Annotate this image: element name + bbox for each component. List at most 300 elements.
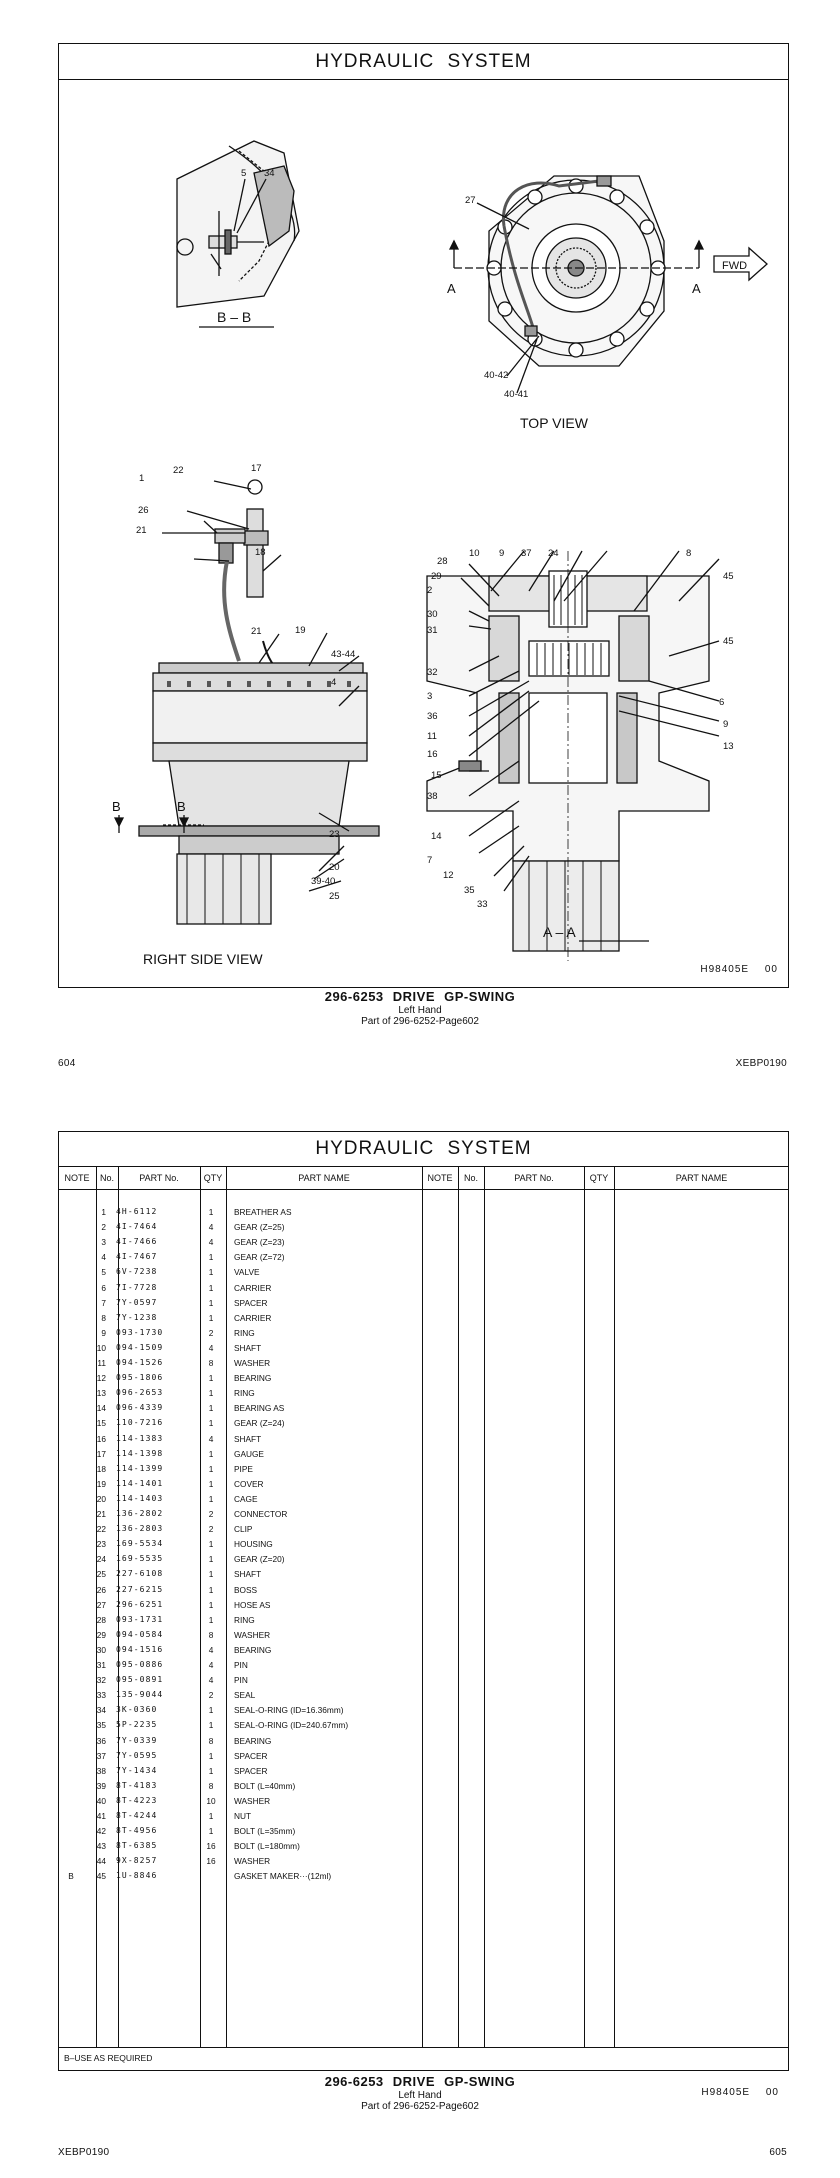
table-row — [58, 1643, 789, 1658]
row-item-number: 26 — [96, 1584, 106, 1595]
row-part-name: CONNECTOR — [234, 1509, 288, 1519]
table-row — [58, 1447, 789, 1462]
section-aa-view — [427, 551, 719, 961]
row-part-name: SHAFT — [234, 1342, 262, 1353]
callout: 40-42 — [484, 370, 509, 381]
row-part-name: GASKET MAKER···(12ml) — [234, 1871, 332, 1882]
callout: 22 — [173, 465, 184, 476]
callout: 25 — [329, 891, 340, 902]
row-quantity: 1 — [208, 1388, 214, 1399]
row-note: B — [68, 1871, 74, 1882]
row-item-number: 11 — [97, 1358, 106, 1368]
row-part-number: 094-1509 — [116, 1342, 164, 1352]
row-part-name: PIN — [234, 1675, 248, 1686]
row-part-number: 8T-4956 — [116, 1826, 158, 1836]
page-number-bottom: 605 — [769, 2147, 787, 2158]
col-header-part-no-right: PART No. — [514, 1173, 554, 1183]
table-row — [58, 1522, 789, 1537]
table-row — [58, 1749, 789, 1764]
table-row — [58, 1477, 789, 1492]
right-side-view — [115, 480, 379, 924]
row-quantity: 1 — [208, 1826, 214, 1837]
callout: 45 — [723, 571, 734, 582]
caption-reference: Part of 296-6252-Page602 — [361, 1016, 479, 1028]
row-quantity: 1 — [208, 1705, 214, 1716]
row-part-name: GEAR (Z=23) — [234, 1237, 285, 1248]
row-part-name: WASHER — [234, 1856, 271, 1867]
row-quantity: 2 — [208, 1690, 214, 1701]
table-row — [58, 1220, 789, 1235]
row-part-number: 4I-7464 — [116, 1222, 158, 1232]
callout: 33 — [477, 899, 488, 910]
table-row — [58, 1854, 789, 1869]
row-part-name: BOSS — [234, 1584, 258, 1595]
col-header-part-name-right: PART NAME — [675, 1173, 728, 1183]
row-item-number: 31 — [96, 1660, 106, 1670]
row-item-number: 10 — [96, 1342, 106, 1353]
callout: 40-41 — [504, 389, 529, 400]
row-quantity: 4 — [208, 1675, 214, 1686]
row-item-number: 44 — [96, 1856, 106, 1867]
row-part-number: 095-1806 — [116, 1373, 164, 1383]
table-row — [58, 1734, 789, 1749]
right-side-view-label: RIGHT SIDE VIEW — [143, 951, 263, 967]
table-row — [58, 1628, 789, 1643]
row-part-name: HOSE AS — [234, 1599, 271, 1610]
row-part-number: 093-1731 — [116, 1614, 164, 1624]
row-part-number: 296-6251 — [116, 1599, 164, 1609]
row-part-name: GEAR (Z=25) — [234, 1222, 285, 1233]
table-row — [58, 1552, 789, 1567]
table-row — [58, 1386, 789, 1401]
row-part-name: CLIP — [234, 1524, 253, 1535]
table-row — [58, 1205, 789, 1220]
row-quantity: 1 — [208, 1403, 214, 1414]
callout: 11 — [427, 731, 437, 742]
table-footer-divider — [58, 2047, 789, 2048]
row-quantity: 2 — [208, 1327, 214, 1338]
callout: 21 — [251, 626, 262, 637]
drawing-number-bottom: H98405E 00 — [701, 2087, 779, 2098]
callout: 5 — [241, 168, 247, 179]
row-part-name: SPACER — [234, 1750, 268, 1761]
figure-caption-bottom — [0, 2075, 840, 2113]
row-quantity: 2 — [208, 1509, 214, 1519]
row-item-number: 6 — [101, 1282, 106, 1293]
row-item-number: 27 — [96, 1599, 106, 1610]
callout: 13 — [723, 741, 734, 752]
callout: 39-40 — [311, 876, 336, 887]
row-item-number: 24 — [96, 1554, 106, 1565]
row-quantity: 4 — [208, 1433, 214, 1444]
row-part-name: SEAL-O-RING (ID=16.36mm) — [234, 1705, 344, 1716]
callout: 30 — [427, 609, 438, 620]
section-a-marker-right: A — [692, 281, 701, 296]
row-quantity: 8 — [208, 1780, 214, 1791]
table-row — [58, 1598, 789, 1613]
table-row — [58, 1658, 789, 1673]
row-part-number: 3K-0360 — [116, 1705, 158, 1715]
table-row — [58, 1809, 789, 1824]
row-part-number: 096-4339 — [116, 1403, 164, 1413]
row-part-number: 8T-4183 — [116, 1780, 158, 1790]
row-item-number: 23 — [96, 1539, 106, 1550]
row-part-number: 7I-7728 — [116, 1282, 158, 1292]
row-quantity: 1 — [208, 1478, 214, 1489]
callout: 14 — [431, 831, 442, 842]
section-a-marker-left: A — [447, 281, 456, 296]
row-part-number: 114-1399 — [116, 1463, 164, 1473]
callout: 16 — [427, 749, 438, 760]
row-part-number: 8T-4244 — [116, 1811, 158, 1820]
callout: 21 — [136, 525, 147, 536]
row-quantity: 4 — [208, 1222, 214, 1233]
row-item-number: 18 — [96, 1463, 106, 1474]
row-item-number: 4 — [101, 1252, 106, 1263]
caption-reference-bottom: Part of 296-6252-Page602 — [361, 2101, 479, 2113]
row-part-number: 094-1516 — [116, 1644, 164, 1654]
doc-code: XEBP0190 — [735, 1058, 787, 1069]
exploded-view-illustration — [59, 81, 787, 986]
top-view — [450, 176, 767, 393]
table-row — [58, 1250, 789, 1265]
callout: 31 — [427, 625, 438, 636]
callout: 15 — [431, 770, 442, 781]
row-item-number: 3 — [101, 1237, 106, 1248]
callout: 9 — [499, 548, 505, 559]
row-item-number: 22 — [96, 1524, 106, 1535]
row-part-number: 135-9044 — [116, 1690, 164, 1700]
row-quantity: 1 — [208, 1297, 214, 1308]
callout: 35 — [464, 885, 475, 896]
row-part-name: WASHER — [234, 1358, 271, 1368]
callout: 24 — [548, 548, 559, 559]
row-part-number: 110-7216 — [116, 1418, 164, 1428]
row-quantity: 1 — [208, 1765, 214, 1776]
row-part-name: SEAL-O-RING (ID=240.67mm) — [234, 1720, 349, 1731]
row-part-number: 094-0584 — [116, 1629, 164, 1639]
row-quantity: 2 — [208, 1524, 214, 1535]
table-row — [58, 1537, 789, 1552]
section-bb-label: B – B — [217, 309, 252, 325]
table-row — [58, 1824, 789, 1839]
row-part-name: HOUSING — [234, 1539, 273, 1550]
caption-subtitle-bottom: Left Hand — [398, 2089, 442, 2101]
row-part-name: GEAR (Z=72) — [234, 1252, 285, 1263]
header-divider — [58, 1189, 789, 1190]
col-header-part-name: PART NAME — [298, 1173, 350, 1183]
row-part-number: 227-6215 — [116, 1584, 164, 1594]
row-quantity: 4 — [208, 1237, 214, 1248]
table-row — [58, 1311, 789, 1326]
callout: 43-44 — [331, 649, 356, 660]
row-item-number: 33 — [96, 1690, 106, 1701]
table-row — [58, 1401, 789, 1416]
row-item-number: 17 — [96, 1448, 106, 1459]
row-item-number: 43 — [96, 1841, 106, 1852]
col-header-note-right: NOTE — [427, 1173, 453, 1183]
callout: 29 — [431, 571, 442, 582]
table-row — [58, 1779, 789, 1794]
row-item-number: 36 — [96, 1735, 106, 1746]
figure-caption — [0, 990, 840, 1028]
callout: 9 — [723, 719, 729, 730]
row-quantity: 1 — [208, 1539, 214, 1550]
row-part-number: 114-1398 — [116, 1448, 164, 1458]
row-item-number: 32 — [96, 1675, 106, 1686]
row-item-number: 29 — [96, 1629, 106, 1640]
callout: 28 — [437, 556, 448, 567]
row-part-number: 7Y-1434 — [116, 1765, 158, 1775]
row-part-name: NUT — [234, 1811, 252, 1821]
row-part-name: SHAFT — [234, 1569, 262, 1580]
row-part-number: 114-1403 — [116, 1493, 164, 1503]
table-row — [58, 1281, 789, 1296]
parts-list-title: HYDRAULIC SYSTEM — [58, 1131, 789, 1167]
row-item-number: 34 — [96, 1705, 106, 1716]
row-item-number: 12 — [96, 1373, 106, 1384]
col-header-no: No. — [99, 1173, 114, 1183]
row-part-number: 7Y-1238 — [116, 1312, 158, 1322]
row-quantity: 4 — [208, 1660, 214, 1670]
row-item-number: 25 — [96, 1569, 106, 1580]
row-quantity: 4 — [208, 1342, 214, 1353]
row-part-name: BREATHER AS — [234, 1207, 292, 1217]
row-quantity: 1 — [208, 1750, 214, 1761]
caption-subtitle: Left Hand — [398, 1004, 442, 1016]
row-part-number: 7Y-0595 — [116, 1750, 158, 1760]
row-part-number: 6V-7238 — [116, 1267, 158, 1277]
table-row — [58, 1688, 789, 1703]
row-part-number: 1U-8846 — [116, 1871, 158, 1881]
callout: 27 — [465, 195, 476, 206]
col-header-qty: QTY — [203, 1173, 223, 1183]
row-part-name: BEARING — [234, 1644, 272, 1655]
row-part-number: 8T-6385 — [116, 1841, 158, 1851]
row-quantity: 1 — [208, 1312, 214, 1323]
row-part-name: SEAL — [234, 1690, 256, 1701]
row-item-number: 15 — [96, 1418, 106, 1429]
row-part-name: PIN — [234, 1660, 248, 1670]
row-quantity: 1 — [208, 1418, 214, 1429]
table-row — [58, 1371, 789, 1386]
row-item-number: 5 — [101, 1267, 106, 1278]
callout: 26 — [138, 505, 149, 516]
col-header-qty-right: QTY — [589, 1173, 609, 1183]
row-part-number: 093-1730 — [116, 1327, 164, 1337]
row-part-name: CARRIER — [234, 1282, 272, 1293]
fwd-label: FWD — [722, 260, 748, 272]
col-header-part-no: PART No. — [139, 1173, 179, 1183]
table-row — [58, 1296, 789, 1311]
row-part-name: BOLT (L=40mm) — [234, 1780, 296, 1791]
row-part-number: 136-2802 — [116, 1509, 164, 1518]
caption-title-bottom: 296-6253 DRIVE GP-SWING — [324, 2074, 516, 2089]
table-row — [58, 1507, 789, 1522]
row-item-number: 13 — [96, 1388, 106, 1399]
row-part-number: 227-6108 — [116, 1569, 164, 1579]
callout: 7 — [427, 855, 433, 866]
row-quantity: 10 — [206, 1795, 216, 1806]
row-part-name: GEAR (Z=20) — [234, 1554, 285, 1565]
row-part-name: SPACER — [234, 1765, 268, 1776]
table-row — [58, 1356, 789, 1371]
row-part-number: 4I-7466 — [116, 1237, 158, 1247]
row-quantity: 1 — [208, 1584, 214, 1595]
doc-code-bottom: XEBP0190 — [58, 2147, 110, 2158]
row-part-name: RING — [234, 1388, 255, 1399]
callout: 19 — [295, 625, 306, 636]
row-quantity: 1 — [208, 1207, 214, 1217]
row-part-name: VALVE — [234, 1267, 260, 1278]
row-part-name: BEARING — [234, 1735, 272, 1746]
col-header-note: NOTE — [64, 1173, 90, 1183]
row-part-number: 7Y-0597 — [116, 1297, 158, 1307]
table-row — [58, 1492, 789, 1507]
top-view-label: TOP VIEW — [520, 415, 588, 431]
row-part-number: 8T-4223 — [116, 1795, 158, 1805]
row-part-name: GEAR (Z=24) — [234, 1418, 285, 1429]
row-item-number: 39 — [96, 1780, 106, 1791]
callout: 3 — [427, 691, 433, 702]
drawing-number: H98405E 00 — [700, 964, 778, 975]
section-b-marker-right: B — [177, 799, 186, 814]
row-part-name: WASHER — [234, 1795, 271, 1806]
row-part-name: GAUGE — [234, 1448, 264, 1459]
row-part-number: 4H-6112 — [116, 1207, 158, 1216]
table-row — [58, 1869, 789, 1884]
callout: 10 — [469, 548, 480, 559]
row-item-number: 19 — [96, 1478, 106, 1489]
row-part-name: RING — [234, 1614, 255, 1625]
row-quantity: 8 — [208, 1735, 214, 1746]
row-part-number: 136-2803 — [116, 1524, 164, 1534]
col-header-no-right: No. — [463, 1173, 478, 1183]
callout: 45 — [723, 636, 734, 647]
row-part-name: WASHER — [234, 1629, 271, 1640]
row-part-number: 114-1383 — [116, 1433, 164, 1443]
row-quantity: 1 — [208, 1493, 214, 1504]
row-item-number: 1 — [101, 1207, 106, 1217]
row-part-number: 095-0886 — [116, 1660, 164, 1669]
row-item-number: 40 — [96, 1795, 106, 1806]
table-row — [58, 1703, 789, 1718]
callout: 23 — [329, 829, 340, 840]
row-quantity: 8 — [208, 1629, 214, 1640]
row-quantity: 1 — [208, 1267, 214, 1278]
note-legend: B–USE AS REQUIRED — [64, 2053, 153, 2063]
row-part-name: BOLT (L=35mm) — [234, 1826, 296, 1837]
section-aa-label: A – A — [543, 924, 576, 940]
row-quantity: 1 — [208, 1554, 214, 1565]
callout: 4 — [331, 677, 337, 688]
callout: 32 — [427, 667, 438, 678]
row-item-number: 41 — [96, 1811, 106, 1821]
table-row — [58, 1673, 789, 1688]
callout: 12 — [443, 870, 454, 881]
row-part-number: 114-1401 — [116, 1478, 164, 1488]
illustration-frame — [58, 43, 789, 988]
row-quantity: 1 — [208, 1720, 214, 1731]
callout: 18 — [255, 547, 266, 558]
row-part-name: CAGE — [234, 1493, 258, 1504]
row-item-number: 21 — [96, 1509, 106, 1519]
table-row — [58, 1567, 789, 1582]
row-part-name: SHAFT — [234, 1433, 262, 1444]
table-row — [58, 1265, 789, 1280]
row-part-name: CARRIER — [234, 1312, 272, 1323]
row-part-number: 096-2653 — [116, 1388, 164, 1398]
table-row — [58, 1432, 789, 1447]
row-item-number: 42 — [96, 1826, 106, 1837]
row-item-number: 14 — [96, 1403, 106, 1414]
table-row — [58, 1235, 789, 1250]
table-row — [58, 1341, 789, 1356]
callout: 2 — [427, 585, 433, 596]
page-title: HYDRAULIC SYSTEM — [59, 44, 788, 80]
row-item-number: 7 — [101, 1297, 106, 1308]
table-row — [58, 1326, 789, 1341]
row-part-name: PIPE — [234, 1463, 253, 1474]
row-item-number: 20 — [96, 1493, 106, 1504]
row-part-number: 169-5535 — [116, 1554, 164, 1564]
row-quantity: 4 — [208, 1644, 214, 1655]
table-row — [58, 1613, 789, 1628]
row-quantity: 1 — [208, 1614, 214, 1625]
table-row — [58, 1583, 789, 1598]
callout: 20 — [329, 862, 340, 873]
row-item-number: 30 — [96, 1644, 106, 1655]
row-part-number: 095-0891 — [116, 1675, 164, 1685]
row-quantity: 8 — [208, 1358, 214, 1368]
table-row — [58, 1764, 789, 1779]
row-part-number: 9X-8257 — [116, 1856, 158, 1866]
callout: 34 — [264, 168, 275, 179]
row-quantity: 1 — [208, 1252, 214, 1263]
row-part-number: 169-5534 — [116, 1539, 164, 1549]
row-quantity: 1 — [208, 1463, 214, 1474]
row-item-number: 28 — [96, 1614, 106, 1625]
callout: 36 — [427, 711, 438, 722]
section-b-marker-left: B — [112, 799, 121, 814]
callout: 6 — [719, 697, 725, 708]
callout: 38 — [427, 791, 438, 802]
row-item-number: 38 — [96, 1765, 106, 1776]
row-quantity: 1 — [208, 1811, 214, 1821]
row-part-name: RING — [234, 1327, 255, 1338]
section-bb-view — [177, 141, 299, 327]
callout: 17 — [251, 463, 262, 474]
row-part-name: BEARING AS — [234, 1403, 285, 1414]
row-part-number: 4I-7467 — [116, 1252, 158, 1262]
callout: 37 — [521, 548, 532, 559]
table-row — [58, 1839, 789, 1854]
row-part-name: BOLT (L=180mm) — [234, 1841, 300, 1852]
row-item-number: 2 — [101, 1222, 106, 1233]
row-part-number: 7Y-0339 — [116, 1735, 158, 1745]
row-quantity: 1 — [208, 1599, 214, 1610]
table-row — [58, 1718, 789, 1733]
row-item-number: 16 — [96, 1433, 106, 1444]
row-part-number: 5P-2235 — [116, 1720, 158, 1730]
row-item-number: 9 — [101, 1327, 106, 1338]
table-row — [58, 1794, 789, 1809]
row-part-name: BEARING — [234, 1373, 272, 1384]
row-part-name: COVER — [234, 1478, 264, 1489]
row-part-number: 094-1526 — [116, 1358, 164, 1367]
row-item-number: 37 — [96, 1750, 106, 1761]
table-row — [58, 1416, 789, 1431]
